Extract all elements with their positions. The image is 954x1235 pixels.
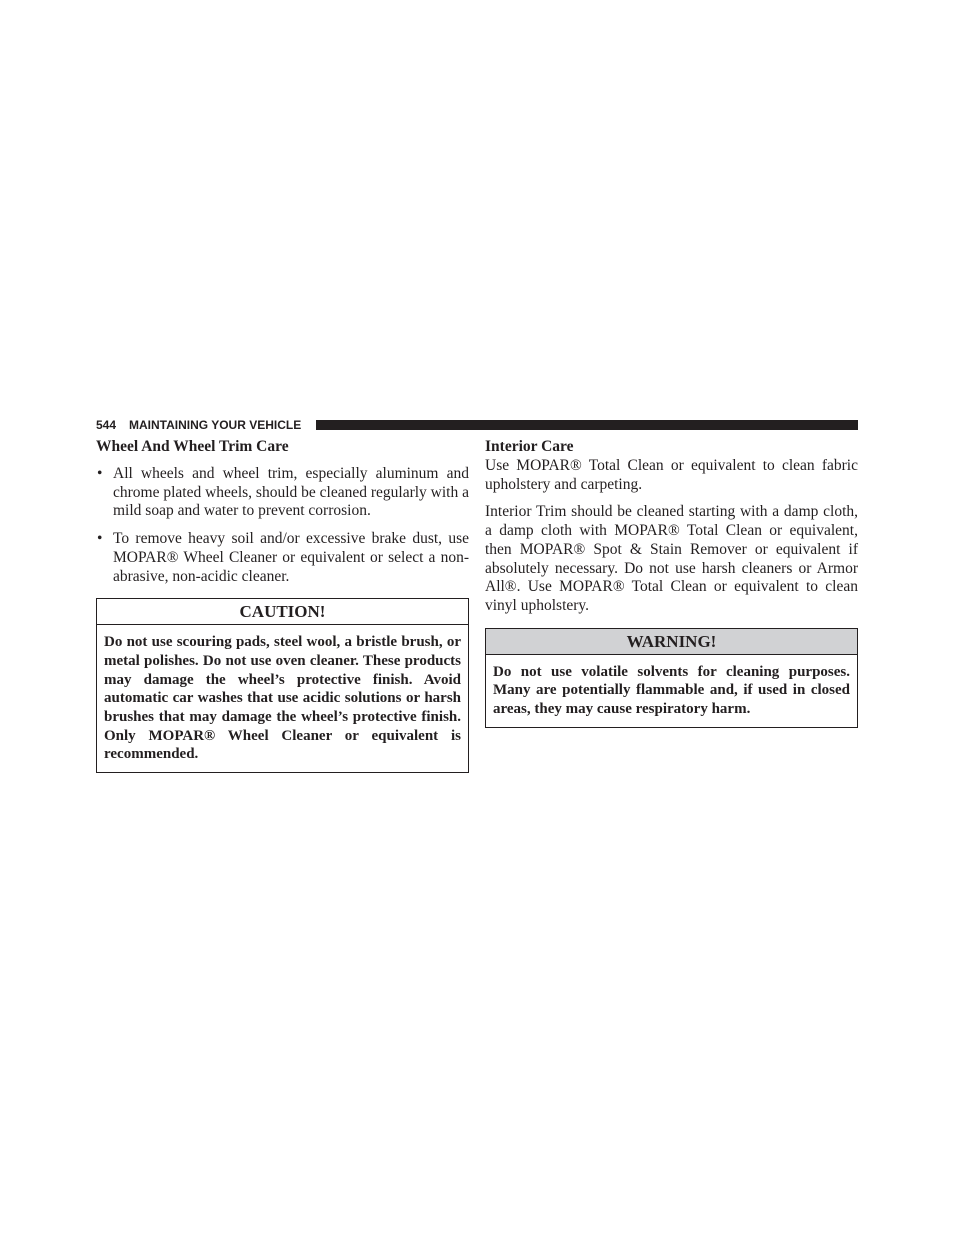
warning-box — [485, 628, 858, 728]
interior-care-paragraph-2: Interior Trim should be cleaned starting with a damp cloth, a damp cloth with MOPAR® Total Clean or equivalent, then MOPAR® Spot & Stain Remover or equivalent if absolutely necessary. Do not use harsh cleaners or Armor All®. Use MOPAR® Total Clean or equivalent to clean vinyl upholstery. — [485, 503, 858, 614]
caution-body: Do not use scouring pads, steel wool, a bristle brush, or metal polishes. Do not use oven cleaner. These products may damage the wheel’s protective finish. Avoid automatic car washes that use acidic solutions or harsh brushes that may damage the wheel’s protective finish. Only MOPAR® Wheel Cleaner or equivalent is recommended. — [104, 634, 461, 763]
header-rule — [316, 420, 858, 430]
list-item — [96, 530, 469, 586]
right-column — [485, 437, 858, 728]
page-number: 544 — [96, 418, 117, 432]
bullet-icon: • — [97, 465, 103, 482]
interior-care-paragraph-1: Use MOPAR® Total Clean or equivalent to clean fabric upholstery and carpeting. — [485, 457, 858, 493]
caution-title: CAUTION! — [97, 599, 468, 625]
caution-box — [96, 598, 469, 773]
section-title: MAINTAINING YOUR VEHICLE — [129, 418, 302, 432]
warning-title: WARNING! — [486, 629, 857, 655]
list-item-text: To remove heavy soil and/or excessive brake dust, use MOPAR® Wheel Cleaner or equivalent or select a non-abrasive, non-acidic cleaner. — [113, 530, 469, 585]
interior-care-heading: Interior Care — [485, 438, 574, 455]
left-column — [96, 437, 469, 773]
list-item-text: All wheels and wheel trim, especially aluminum and chrome plated wheels, should be cleaned regularly with a mild soap and water to prevent corrosion. — [113, 465, 469, 520]
bullet-icon: • — [97, 530, 103, 548]
list-item — [96, 465, 469, 521]
wheel-care-list — [96, 465, 469, 586]
wheel-care-heading: Wheel And Wheel Trim Care — [96, 438, 289, 455]
page-header — [96, 417, 858, 433]
warning-body: Do not use volatile solvents for cleaning purposes. Many are potentially flammable and, if used in closed areas, they may cause respiratory harm. — [493, 663, 850, 718]
